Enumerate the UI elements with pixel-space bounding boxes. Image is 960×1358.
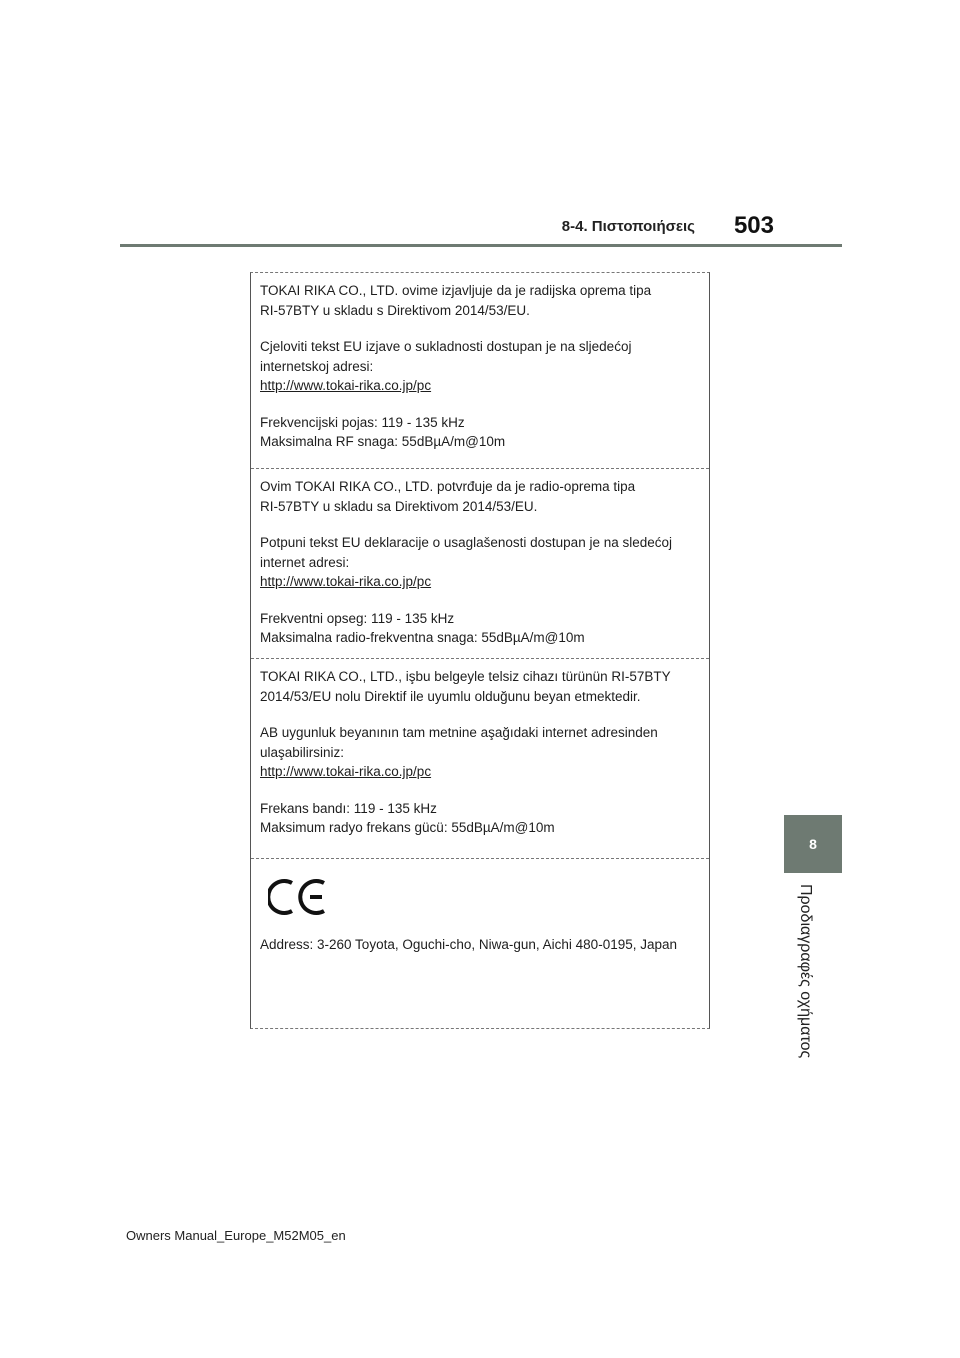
- chapter-number: 8: [809, 836, 817, 852]
- conformity-statement: TOKAI RIKA CO., LTD. ovime izjavljuje da je radijska oprema tipa RI-57BTY u skladu s Direktivom 2014/53/EU.: [260, 283, 652, 318]
- declaration-link[interactable]: http://www.tokai-rika.co.jp/pc: [260, 378, 432, 393]
- certificate-turkish: [251, 658, 709, 858]
- frequency-band: Frekvencijski pojas: 119 - 135 kHz: [260, 414, 465, 430]
- max-power: Maksimum radyo frekans gücü: 55dBµA/m@10m: [260, 820, 555, 835]
- full-text-notice: Potpuni tekst EU deklaracije o usaglašenosti dostupan je na sledećoj internet adresi: http://www.tokai-rika.co.jp/pc: [260, 535, 673, 589]
- full-text-notice: AB uygunluk beyanının tam metnine aşağıdaki internet adresinden ulaşabilirsiniz: http://www.tokai-rika.co.jp/pc: [260, 725, 658, 779]
- max-power: Maksimalna radio-frekventna snaga: 55dBµA/m@10m: [260, 630, 585, 645]
- frequency-info: [260, 413, 709, 452]
- frequency-info: [260, 609, 709, 648]
- page-number: 503: [733, 212, 774, 239]
- footer-document-id: Owners Manual_Europe_M52M05_en: [126, 1228, 346, 1243]
- certificate-box: [250, 272, 710, 1029]
- certificate-croatian: [251, 273, 709, 468]
- chapter-title: Προδιαγραφές οχήματος: [797, 884, 814, 1059]
- certificate-ce: [251, 858, 709, 1028]
- manufacturer-address: Address: 3-260 Toyota, Oguchi-cho, Niwa-gun, Aichi 480-0195, Japan: [260, 937, 678, 952]
- max-power: Maksimalna RF snaga: 55dBµA/m@10m: [260, 434, 506, 449]
- chapter-tab: [784, 815, 842, 873]
- frequency-band: Frekans bandı: 119 - 135 kHz: [260, 800, 437, 816]
- frequency-info: [260, 799, 709, 838]
- ce-mark-icon: [268, 877, 330, 917]
- certificate-serbian: [251, 468, 709, 658]
- section-title: 8-4. Πιστοποιήσεις: [561, 218, 695, 235]
- full-text-notice: Cjeloviti tekst EU izjave o sukladnosti dostupan je na sljedećoj internetskoj adresi: http://www.tokai-rika.co.jp/pc: [260, 339, 632, 393]
- header-rule: [120, 244, 842, 247]
- declaration-link[interactable]: http://www.tokai-rika.co.jp/pc: [260, 764, 432, 779]
- conformity-statement: Ovim TOKAI RIKA CO., LTD. potvrđuje da je radio-oprema tipa RI-57BTY u skladu sa Direktivom 2014/53/EU.: [260, 479, 636, 514]
- frequency-band: Frekventni opseg: 119 - 135 kHz: [260, 610, 455, 626]
- declaration-link[interactable]: http://www.tokai-rika.co.jp/pc: [260, 574, 432, 589]
- conformity-statement: TOKAI RIKA CO., LTD., işbu belgeyle telsiz cihazı türünün RI-57BTY 2014/53/EU nolu Direktif ile uyumlu olduğunu beyan etmektedir.: [260, 669, 671, 704]
